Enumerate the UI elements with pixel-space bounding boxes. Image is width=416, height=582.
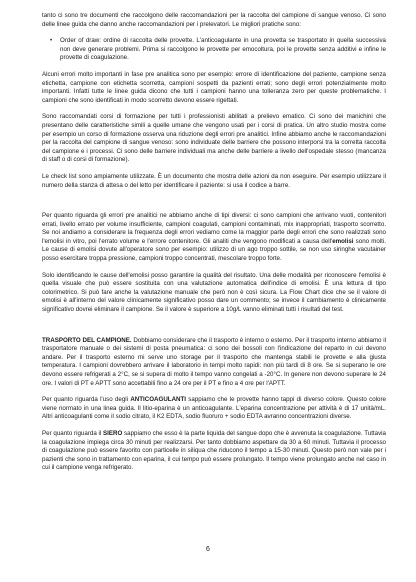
best-practices-list	[42, 37, 386, 63]
bold-term-anticoagulanti: ANTICOAGULANTI	[130, 396, 187, 404]
paragraph-hemolysis-index: Solo identificando le cause dell'emolisi posso garantire la qualità del risultato. Una delle modalità per riconoscere l'emolisi è quella visuale che può essere sostituita con una valutazione automatica dell'indice di emolisi. È una lettura di tipo colorimetrico. Si può fare anche la valutazione manuale che però non è così sicura. La Flow Chart dice che se il valore di emolisi è all'interno del valore clinicamente significativo posso dare un commento; se invece il cambiamento è clinicamente significativo dovrei eliminare il campione. Se il valore è superiore a 10g/L vanno eliminati tutti i risultati del test.	[42, 271, 386, 314]
section-heading-transport: TRASPORTO DEL CAMPIONE.	[42, 336, 132, 344]
list-item-text: Order of draw: ordine di raccolta delle provette. L'anticoagulante in una provetta se trasportato in quella successiva non deve generare problemi. Prima si raccolgono le provette per emocoltura, poi le provette senza additivi e infine le provette di coagulazione.	[60, 37, 386, 62]
paragraph-training: Sono raccomandati corsi di formazione per tutti i professionisti abilitati a prelievo ematico. Ci sono dei manichini che presentano delle caratteristiche simili a quelle umane che vengono usati per i corsi di pratica. Un altro studio mostra come per esempio un corso di formazione osserva una riduzione degli errori pre analitici. Infine abbiamo anche le raccomandazioni per la raccolta del campione di sangue venoso: sono individuate delle barriere che possono interporsi tra la corretta raccolta del campione e i processi. Ci sono delle barriere individuali ma anche delle barriere a livello dell'ospedale stesso (mancanza di staff o di corsi di formazione).	[42, 113, 386, 164]
paragraph-intro: tanto ci sono tre documenti che raccolgono delle raccomandazioni per la raccolta del campione di sangue venoso. Ci sono delle linee guida che danno anche raccomandazioni per i prelevatori. Le migliori pratiche sono:	[42, 12, 386, 28]
bold-term-siero: SIERO	[103, 429, 123, 437]
paragraph-anticoagulants: Per quanto riguarda l'uso degli ANTICOAGULANTI sappiamo che le provette hanno tappi di diverso colore. Questo colore viene normato in una linea guida. Il litio-eparina è un anticoagulante. L'eparina concentrazione per attività è di 17 unità/mL. Altri anticoagulanti come il sodio citrato, il K2 EDTA, sodio fluoruro + sodio EDTA avranno concentrazioni diverse.	[42, 396, 386, 421]
paragraph-serum: Per quanto riguarda il SIERO sappiamo che esso è la parte liquida del sangue dopo che è avvenuta la coagulazione. Tuttavia la coagulazione impiega circa 30 minuti per realizzarsi. Per tanto dobbiamo aspettare da 30 a 60 minuti. Tuttavia il processo di coagulazione può essere favorito con particelle in siliqua che riducono il tempo a 15-30 minuti. Questo però non vale per i pazienti che sono in trattamento con eparina, il cui tempo può essere prolungato. Il tempo viene prolungato anche nel caso in cui il campione venga refrigerato.	[42, 429, 386, 472]
paragraph-hemolysis: Per quanto riguarda gli errori pre analitici ne abbiamo anche di tipi diversi: ci sono campioni che arrivano vuoti, contenitori errati, livello errato per volume insufficiente, campioni coagulati, campioni contaminati, mix inappropriati, trasporto scorretto. Se noi andiamo a considerare la frequenza degli errori vediamo come la maggior parte degli errori che sono realizzati sono l'emolisi in vitro, poi l'errato volume e l'errore contenitore. Gli analiti che vengono modificati a causa dell'emolisi sono molti. Le cause di emolisi dovute all'operatore sono per esempio: utilizzo di un ago troppo sottile, se non uso siringhe vacutainer posso esercitare troppa pressione, campioni troppo concentrati, mescolare troppo forte.	[42, 212, 386, 263]
bold-term-emolisi: emolisi	[332, 237, 354, 245]
page-number: 6	[206, 546, 210, 553]
paragraph-preanalytic-errors: Alcuni errori molto importanti in fase pre analitica sono per esempio: errore di identificazione del paziente, campione senza etichetta, campione con etichetta scorretta, campioni sospetti da pazienti errati; sono degli errori potenzialmente molto importanti. Infatti tutte le linee guida dicono che tutti i campioni hanno una tolleranza zero per queste problematiche. I campioni che sono identificati in modo scorretto devono essere rigettati.	[42, 70, 386, 104]
list-item	[50, 37, 386, 63]
paragraph-transport: TRASPORTO DEL CAMPIONE. Dobbiamo considerare che il trasporto è interno o esterno. Per il trasporto interno abbiamo il trasportatore manuale o dei sistemi di posta pneumatica: ci sono dei bossoli con l'indicazione del reparto in cui devono andare. Per il trasporto esterno mi serve uno storage per il trasporto che mantenga stabili le provette e alla giusta temperatura. I campioni dovrebbero arrivare il laboratorio in tempi molto rapidi: non più tardi di 8 ore. Se si superano le ore devono essere refrigerati a 2°C, se si supera di molto il tempo vanno congelati a -20°C. In genere non devono superare le 24 ore. I valori di PT e APTT sono accettabili fino a 24 ore per il PT e fino a 4 ore per l'APTT.	[42, 336, 386, 387]
bullet-icon: •	[50, 37, 53, 45]
paragraph-checklist: Le check list sono ampiamente utilizzate. È un documento che mostra delle azioni da non eseguire. Per esempio utilizzare il numero della stanza di attesa o del letto per identificare il paziente: si usa il codice a barre.	[42, 172, 386, 189]
